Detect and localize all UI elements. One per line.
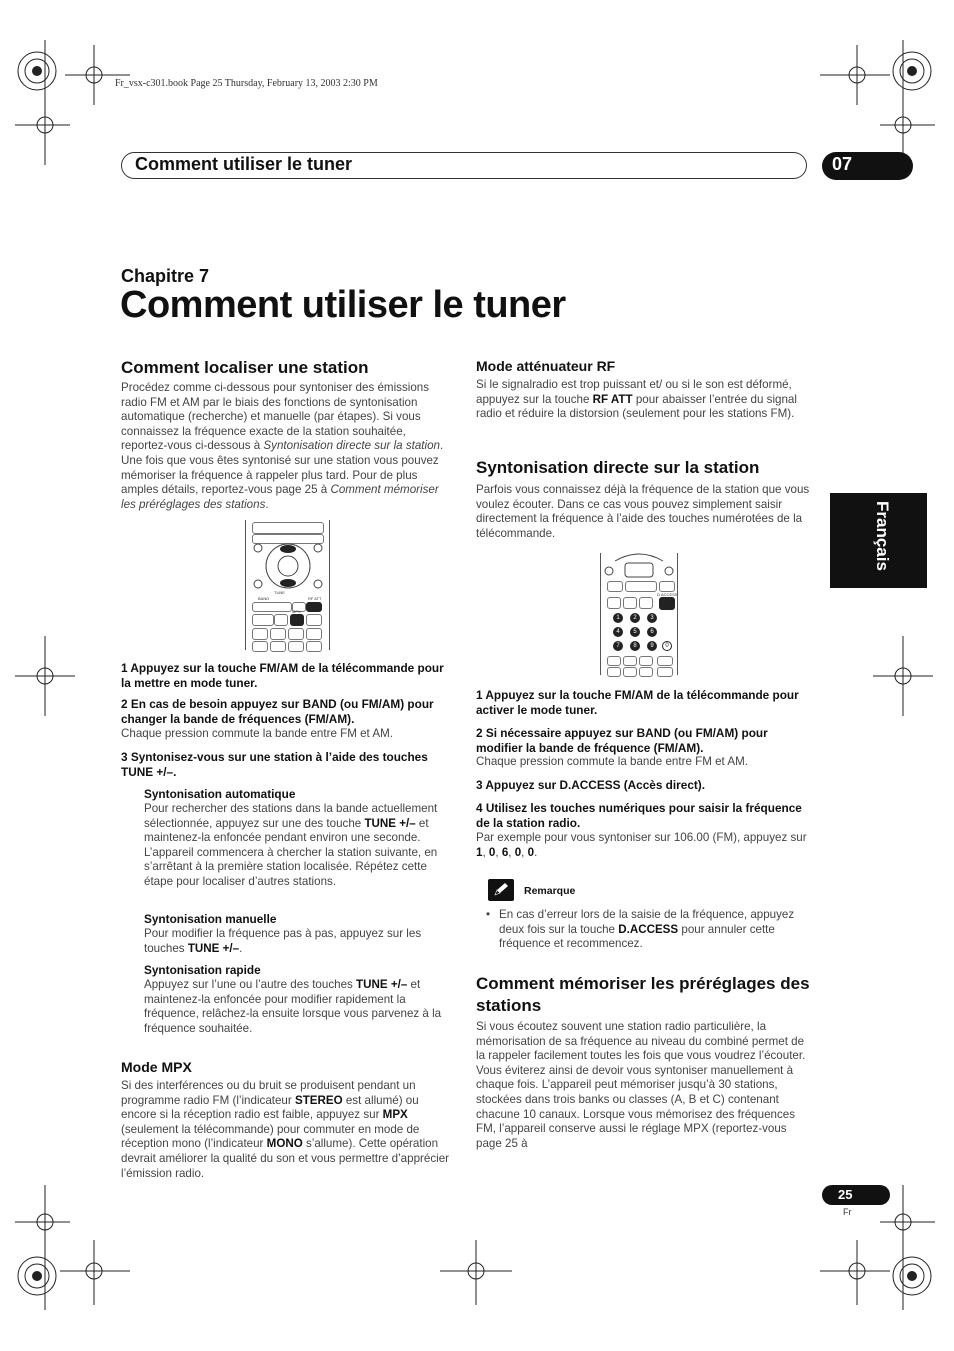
remote-button [270, 641, 286, 652]
remote-key-0: 0 [662, 641, 672, 651]
file-header: Fr_vsx-c301.book Page 25 Thursday, February 13, 2003 2:30 PM [115, 78, 378, 89]
separator: , [495, 845, 502, 859]
language-tab [830, 493, 927, 588]
direct-intro: Parfois vous connaissez déjà la fréquence de la station que vous voulez écouter. Dans ce cas vous pouvez simplement saisir directement la fréquence à l’aide des touches numérotées de la télécommande. [476, 483, 810, 540]
separator: , [508, 845, 515, 859]
remote-key-7: 7 [613, 641, 623, 651]
intro-ref-direct: Syntonisation directe sur la station [263, 439, 441, 453]
note-label: Remarque [524, 885, 576, 897]
step-2-note: Chaque pression commute la bande entre FM et AM. [121, 727, 393, 740]
remote-key-6: 6 [647, 627, 657, 637]
remote-button [623, 667, 637, 677]
remote-button [607, 656, 621, 666]
section-title-direct: Syntonisation directe sur la station [476, 458, 760, 477]
remote-button [274, 614, 288, 626]
direct-step-2-note: Chaque pression commute la bande entre FM et AM. [476, 755, 748, 768]
remote-label-band: BAND [258, 596, 270, 601]
remote-button [623, 656, 637, 666]
direct-step-1: 1 Appuyez sur la touche FM/AM de la télécommande pour activer le mode tuner. [476, 688, 799, 717]
rapid-text [144, 978, 454, 1036]
note-bullet: • [486, 908, 491, 921]
remote-dpad [252, 540, 324, 592]
page-number: 25 [822, 1185, 890, 1205]
remote-band-button [252, 602, 292, 612]
remote-key-3: 3 [647, 613, 657, 623]
body-text: est allumé) ou encore si la réception radio est faible, appuyez sur [121, 1093, 419, 1122]
body-text: et maintenez-la enfoncée pendant environ une seconde. L’appareil commencera à chercher la station suivante, en s’arrêtant à la première station localisée. Répétez cette étape pour localiser d’autres stations. [144, 816, 438, 888]
remote-button [252, 522, 324, 534]
separator: , [482, 845, 489, 859]
separator: , [521, 845, 528, 859]
intro-text: Procédez comme ci-dessous pour syntoniser des émissions radio FM et AM par le biais des fonctions de syntonisation automatique (recherche) et manuelle (par étapes). Si vous connaissez la fréquence exacte de la station souhaitée, reportez-vous ci-dessous à [121, 381, 430, 453]
chapter-number-badge: 07 [822, 152, 913, 180]
section-title-mpx: Mode MPX [121, 1059, 192, 1075]
language-tab-label: Français [873, 501, 892, 571]
remote-button [288, 641, 304, 652]
key-name: TUNE +/– [187, 941, 240, 955]
step-3: 3 Syntonisez-vous sur une station à l’aide des touches TUNE +/–. [121, 750, 428, 779]
step-1: 1 Appuyez sur la touche FM/AM de la télécommande pour la mettre en mode tuner. [121, 661, 444, 690]
remote-button [657, 667, 673, 677]
remote-label-daccess: D.ACCESS [657, 592, 678, 597]
remote-label-rfatt: RF ATT [308, 596, 322, 601]
intro-ref-presets: Comment mémoriser les préréglages des stations [121, 483, 439, 511]
body-text: . [239, 941, 243, 955]
direct-step-4: 4 Utilisez les touches numériques pour saisir la fréquence de la station radio. [476, 801, 802, 830]
remote-button [607, 597, 621, 609]
note-text [499, 908, 799, 952]
mpx-text [121, 1079, 453, 1181]
body-text: pour abaisser l’entrée du signal radio et réduire la distorsion (seulement pour les stations FM). [476, 392, 797, 421]
body-text: En cas d’erreur lors de la saisie de la fréquence, appuyez deux fois sur la touche [499, 908, 795, 936]
key-name: 0 [527, 845, 535, 859]
key-name: STEREO [294, 1093, 343, 1107]
remote-illustration-tuner [245, 520, 330, 650]
remote-rfatt-button [306, 602, 322, 612]
remote-mpx-button [290, 614, 304, 626]
remote-button [252, 614, 274, 626]
remote-key-9: 9 [647, 641, 657, 651]
body-text: Pour rechercher des stations dans la bande actuellement sélectionnée, appuyez sur une des touche [144, 802, 438, 830]
remote-button [657, 656, 673, 666]
direct-step-3: 3 Appuyez sur D.ACCESS (Accès direct). [476, 778, 706, 792]
section-title-presets: Comment mémoriser les préréglages des stations [476, 974, 810, 1015]
section-title-rf: Mode atténuateur RF [476, 358, 616, 374]
manual-text [144, 927, 454, 956]
key-name: MONO [266, 1137, 303, 1151]
body-text: Si le signalradio est trop puissant et/ ou si le son est déformé, appuyez sur la touche [476, 378, 792, 406]
remote-button [607, 581, 623, 592]
key-name: TUNE +/– [356, 978, 408, 991]
remote-button [639, 667, 653, 677]
remote-label-tune: TUNE [274, 590, 285, 595]
key-name: 0 [514, 845, 522, 859]
remote-button [270, 628, 286, 640]
step-2: 2 En cas de besoin appuyez sur BAND (ou FM/AM) pour changer la bande de fréquences (FM/AM). [121, 697, 434, 726]
auto-text [144, 802, 450, 890]
body-text: Par exemple pour vous syntoniser sur 106.00 (FM), appuyez sur [476, 831, 807, 844]
presets-text: Si vous écoutez souvent une station radio particulière, la mémorisation de sa fréquence au niveau du combiné permet de la rappeler facilement toutes les fois que vous voudrez l’écouter. Vous éviterez ainsi de devoir vous syntoniser manuellement à chaque fois. L’appareil peut mémoriser jusqu’à 30 stations, stockées dans trois banks ou classes (A, B et C) contenant chacune 10 canaux. Lorsque vous mémorisez des fréquences FM, l’appareil conserve aussi le réglage MPX (reportez-vous page 25 à [476, 1020, 806, 1150]
direct-step-2: 2 Si nécessaire appuyez sur BAND (ou FM/AM) pour modifier la bande de fréquence (FM/AM). [476, 726, 768, 755]
section-intro-locate [121, 381, 453, 512]
body-text: pour annuler cette fréquence et recommencez. [499, 922, 775, 951]
body-text: et maintenez-la enfoncée pour modifier rapidement la fréquence, relâchez-la ensuite lorsque vous parvenez à la fréquence souhaitée. [144, 978, 442, 1035]
separator: . [534, 845, 538, 859]
header-title: Comment utiliser le tuner [135, 154, 353, 174]
key-name: 6 [501, 845, 509, 859]
remote-button [306, 641, 322, 652]
body-text: (seulement la télécommande) pour commuter en mode de réception mono (l’indicateur [121, 1122, 420, 1151]
remote-button [252, 628, 268, 640]
subheading-rapid: Syntonisation rapide [144, 963, 261, 977]
key-name: RF ATT [592, 392, 633, 406]
page-language: Fr [843, 1207, 852, 1217]
remote-button [639, 656, 653, 666]
remote-button [623, 597, 637, 609]
note-pencil-icon [488, 879, 514, 901]
remote-daccess-button [659, 597, 675, 610]
key-name: 0 [488, 845, 496, 859]
subheading-manual: Syntonisation manuelle [144, 912, 277, 926]
rf-text [476, 378, 812, 422]
remote-button [306, 628, 322, 640]
key-name: MPX [382, 1108, 408, 1122]
remote-key-1: 1 [613, 613, 623, 623]
remote-button [252, 641, 268, 652]
key-name: D.ACCESS [618, 922, 679, 936]
section-title-locate: Comment localiser une station [121, 358, 369, 377]
key-name: 1 [476, 845, 483, 859]
chapter-label: Chapitre 7 [121, 266, 210, 286]
remote-button [288, 628, 304, 640]
remote-button [607, 667, 621, 677]
body-text: Appuyez sur l’une ou l’autre des touches [144, 978, 357, 991]
intro-text: . [265, 497, 269, 511]
remote-illustration-numeric [600, 553, 678, 675]
subheading-auto: Syntonisation automatique [144, 787, 296, 801]
remote-key-5: 5 [630, 627, 640, 637]
remote-button [659, 581, 675, 592]
intro-text: . Une fois que vous êtes syntonisé sur une station vous pouvez mémoriser la fréquence à rappeler plus tard. Pour de plus amples détails, reportez-vous page 25 à [121, 439, 444, 497]
remote-key-4: 4 [613, 627, 623, 637]
body-text: Pour modifier la fréquence pas à pas, appuyez sur les touches [144, 927, 422, 955]
remote-top-arc [601, 553, 677, 583]
body-text: s’allume). Cette opération devrait améliorer la qualité du son et vous permettre d’apprécier l’émission radio. [121, 1137, 450, 1180]
direct-step-4-example [476, 831, 812, 860]
remote-key-8: 8 [630, 641, 640, 651]
remote-key-2: 2 [630, 613, 640, 623]
page-title: Comment utiliser le tuner [120, 284, 566, 326]
body-text: Si des interférences ou du bruit se produisent pendant un programme radio FM (l’indicateur [121, 1079, 416, 1107]
key-name: TUNE +/– [364, 816, 416, 830]
remote-button [306, 614, 322, 626]
remote-button [625, 581, 657, 592]
remote-button [639, 597, 653, 609]
remote-label-mpx: MPX [292, 609, 301, 614]
